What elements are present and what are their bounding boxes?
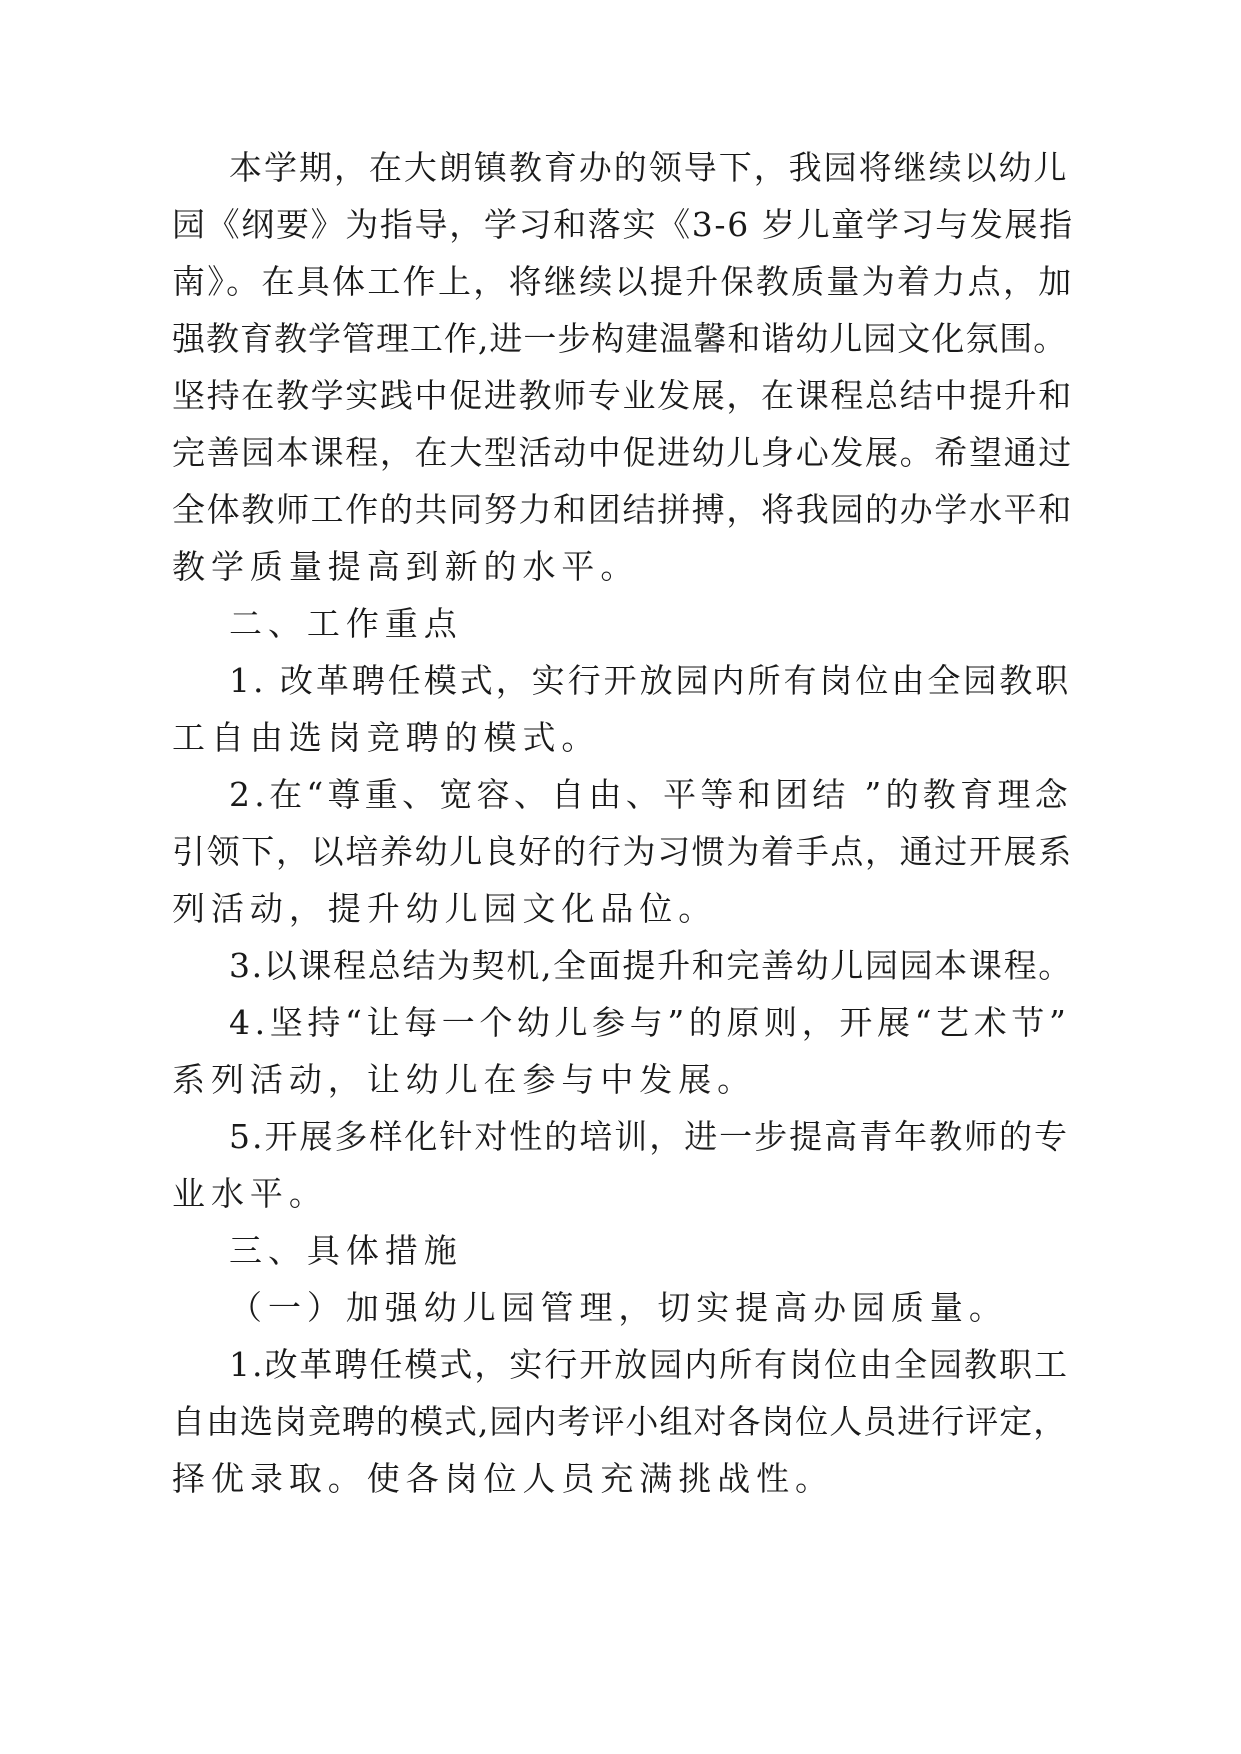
- text-line: [0, 1392, 1241, 1452]
- text-line-content: 三、具体措施: [229, 1231, 463, 1270]
- section-heading: [0, 594, 1241, 654]
- text-line: [0, 138, 1241, 198]
- text-line: [0, 195, 1241, 255]
- text-line-content: 二、工作重点: [229, 604, 463, 643]
- text-line-content: 列活动，提升幼儿园文化品位。: [172, 889, 718, 928]
- text-line-content: 系列活动，让幼儿在参与中发展。: [172, 1060, 757, 1099]
- text-line-content: 2.在“尊重、宽容、自由、平等和团结 ”的教育理念: [229, 775, 1072, 814]
- text-line: [0, 1164, 1241, 1224]
- text-line: [0, 1050, 1241, 1110]
- text-line: [0, 651, 1241, 711]
- text-line-content: 4.坚持“让每一个幼儿参与”的原则，开展“艺术节”: [229, 1003, 1071, 1042]
- text-line-content: 全体教师工作的共同努力和团结拼搏，将我园的办学水平和: [172, 490, 1073, 529]
- text-line-content: 教学质量提高到新的水平。: [172, 547, 640, 586]
- text-line-content: 完善园本课程，在大型活动中促进幼儿身心发展。希望通过: [172, 433, 1073, 472]
- text-line: [0, 537, 1241, 597]
- text-line: [0, 765, 1241, 825]
- text-line: [0, 309, 1241, 369]
- text-line: [0, 366, 1241, 426]
- text-line-content: 1.改革聘任模式，实行开放园内所有岗位由全园教职工: [229, 1345, 1069, 1384]
- text-line: [0, 252, 1241, 312]
- text-line: [0, 1449, 1241, 1509]
- text-line-content: 坚持在教学实践中促进教师专业发展，在课程总结中提升和: [172, 376, 1073, 415]
- text-line: [0, 423, 1241, 483]
- section-heading: [0, 1221, 1241, 1281]
- text-line-content: 5.开展多样化针对性的培训，进一步提高青年教师的专: [229, 1117, 1069, 1156]
- text-line-content: （一）加强幼儿园管理，切实提高办园质量。: [229, 1288, 1008, 1327]
- text-line-content: 业水平。: [172, 1174, 328, 1213]
- text-line: [0, 822, 1241, 882]
- text-line: [0, 1107, 1241, 1167]
- text-line-content: 南》。在具体工作上，将继续以提升保教质量为着力点，加: [172, 262, 1074, 301]
- text-line-content: 引领下，以培养幼儿良好的行为习惯为着手点，通过开展系: [172, 832, 1073, 871]
- text-line-content: 本学期，在大朗镇教育办的领导下，我园将继续以幼儿: [229, 148, 1069, 187]
- text-line-content: 1. 改革聘任模式，实行开放园内所有岗位由全园教职: [229, 661, 1072, 700]
- text-line: [0, 936, 1241, 996]
- text-line: [0, 1335, 1241, 1395]
- text-line-content: 强教育教学管理工作,进一步构建温馨和谐幼儿园文化氛围。: [172, 319, 1068, 358]
- text-line: [0, 480, 1241, 540]
- text-line: [0, 708, 1241, 768]
- subsection-heading: [0, 1278, 1241, 1338]
- text-line: [0, 879, 1241, 939]
- text-line-content: 自由选岗竞聘的模式,园内考评小组对各岗位人员进行评定，: [172, 1402, 1068, 1441]
- text-line-content: 工自由选岗竞聘的模式。: [172, 718, 601, 757]
- text-line-content: 园《纲要》为指导，学习和落实《3-6 岁儿童学习与发展指: [172, 205, 1074, 244]
- text-line-content: 择优录取。使各岗位人员充满挑战性。: [172, 1459, 834, 1498]
- text-line: [0, 993, 1241, 1053]
- text-line-content: 3.以课程总结为契机,全面提升和完善幼儿园园本课程。: [229, 946, 1073, 985]
